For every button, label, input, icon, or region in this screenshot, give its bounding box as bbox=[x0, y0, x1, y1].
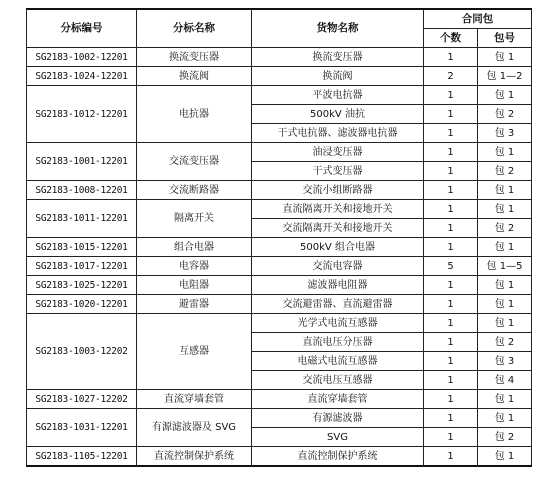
cell-goods: 交流避雷器、直流避雷器 bbox=[252, 295, 424, 314]
cell-count: 1 bbox=[424, 352, 478, 371]
cell-name: 组合电器 bbox=[137, 238, 252, 257]
cell-pkg: 包 4 bbox=[478, 371, 532, 390]
cell-name: 避雷器 bbox=[137, 295, 252, 314]
cell-code: SG2183-1105-12201 bbox=[27, 447, 137, 467]
cell-name: 直流控制保护系统 bbox=[137, 447, 252, 467]
cell-goods: SVG bbox=[252, 428, 424, 447]
cell-goods: 500kV 油抗 bbox=[252, 105, 424, 124]
cell-pkg: 包 1 bbox=[478, 447, 532, 467]
cell-code: SG2183-1020-12201 bbox=[27, 295, 137, 314]
table-row bbox=[27, 200, 532, 219]
cell-pkg: 包 1 bbox=[478, 314, 532, 333]
cell-code: SG2183-1003-12202 bbox=[27, 314, 137, 390]
cell-pkg: 包 3 bbox=[478, 352, 532, 371]
cell-goods: 500kV 组合电器 bbox=[252, 238, 424, 257]
cell-pkg: 包 1 bbox=[478, 48, 532, 67]
cell-count: 1 bbox=[424, 238, 478, 257]
cell-pkg: 包 2 bbox=[478, 105, 532, 124]
cell-count: 1 bbox=[424, 409, 478, 428]
cell-count: 1 bbox=[424, 143, 478, 162]
header-code: 分标编号 bbox=[27, 9, 137, 48]
table-row bbox=[27, 86, 532, 105]
cell-count: 1 bbox=[424, 219, 478, 238]
table-row bbox=[27, 48, 532, 67]
cell-code: SG2183-1008-12201 bbox=[27, 181, 137, 200]
cell-count: 5 bbox=[424, 257, 478, 276]
cell-pkg: 包 1 bbox=[478, 238, 532, 257]
cell-count: 1 bbox=[424, 428, 478, 447]
table-row bbox=[27, 276, 532, 295]
cell-count: 1 bbox=[424, 390, 478, 409]
cell-pkg: 包 2 bbox=[478, 219, 532, 238]
cell-count: 1 bbox=[424, 86, 478, 105]
cell-pkg: 包 1 bbox=[478, 409, 532, 428]
cell-name: 直流穿墙套管 bbox=[137, 390, 252, 409]
cell-count: 1 bbox=[424, 447, 478, 467]
cell-goods: 换流阀 bbox=[252, 67, 424, 86]
cell-count: 1 bbox=[424, 124, 478, 143]
cell-goods: 滤波器电阻器 bbox=[252, 276, 424, 295]
document-page bbox=[26, 8, 532, 467]
cell-pkg: 包 2 bbox=[478, 333, 532, 352]
cell-goods: 交流电压互感器 bbox=[252, 371, 424, 390]
cell-pkg: 包 1 bbox=[478, 295, 532, 314]
table-row bbox=[27, 295, 532, 314]
header-goods: 货物名称 bbox=[252, 9, 424, 48]
contract-package-table bbox=[26, 8, 532, 467]
cell-count: 1 bbox=[424, 105, 478, 124]
cell-code: SG2183-1024-12201 bbox=[27, 67, 137, 86]
cell-goods: 平波电抗器 bbox=[252, 86, 424, 105]
cell-goods: 直流穿墙套管 bbox=[252, 390, 424, 409]
table-row bbox=[27, 409, 532, 428]
cell-pkg: 包 2 bbox=[478, 162, 532, 181]
cell-name: 电阻器 bbox=[137, 276, 252, 295]
cell-goods: 交流隔离开关和接地开关 bbox=[252, 219, 424, 238]
cell-name: 交流断路器 bbox=[137, 181, 252, 200]
cell-code: SG2183-1017-12201 bbox=[27, 257, 137, 276]
table-row bbox=[27, 238, 532, 257]
cell-pkg: 包 1 bbox=[478, 390, 532, 409]
header-pkg: 包号 bbox=[478, 29, 532, 48]
table-row bbox=[27, 447, 532, 467]
cell-code: SG2183-1012-12201 bbox=[27, 86, 137, 143]
cell-pkg: 包 1—5 bbox=[478, 257, 532, 276]
cell-goods: 光学式电流互感器 bbox=[252, 314, 424, 333]
cell-pkg: 包 1 bbox=[478, 181, 532, 200]
cell-goods: 电磁式电流互感器 bbox=[252, 352, 424, 371]
cell-code: SG2183-1025-12201 bbox=[27, 276, 137, 295]
cell-pkg: 包 2 bbox=[478, 428, 532, 447]
cell-count: 1 bbox=[424, 295, 478, 314]
table-header-row bbox=[27, 9, 532, 29]
cell-name: 换流变压器 bbox=[137, 48, 252, 67]
cell-code: SG2183-1015-12201 bbox=[27, 238, 137, 257]
cell-goods: 直流隔离开关和接地开关 bbox=[252, 200, 424, 219]
table-row bbox=[27, 143, 532, 162]
header-contract: 合同包 bbox=[424, 9, 532, 29]
cell-count: 1 bbox=[424, 333, 478, 352]
table-row bbox=[27, 314, 532, 333]
cell-count: 1 bbox=[424, 371, 478, 390]
cell-name: 电容器 bbox=[137, 257, 252, 276]
cell-count: 1 bbox=[424, 48, 478, 67]
cell-pkg: 包 1 bbox=[478, 143, 532, 162]
cell-goods: 直流电压分压器 bbox=[252, 333, 424, 352]
cell-goods: 交流小组断路器 bbox=[252, 181, 424, 200]
cell-count: 1 bbox=[424, 314, 478, 333]
cell-code: SG2183-1027-12202 bbox=[27, 390, 137, 409]
cell-goods: 交流电容器 bbox=[252, 257, 424, 276]
cell-goods: 换流变压器 bbox=[252, 48, 424, 67]
cell-name: 有源滤波器及 SVG bbox=[137, 409, 252, 447]
cell-pkg: 包 1—2 bbox=[478, 67, 532, 86]
cell-name: 交流变压器 bbox=[137, 143, 252, 181]
cell-pkg: 包 1 bbox=[478, 276, 532, 295]
cell-goods: 干式电抗器、滤波器电抗器 bbox=[252, 124, 424, 143]
cell-code: SG2183-1002-12201 bbox=[27, 48, 137, 67]
cell-pkg: 包 1 bbox=[478, 86, 532, 105]
table-row bbox=[27, 181, 532, 200]
cell-name: 换流阀 bbox=[137, 67, 252, 86]
cell-goods: 直流控制保护系统 bbox=[252, 447, 424, 467]
table-row bbox=[27, 390, 532, 409]
header-name: 分标名称 bbox=[137, 9, 252, 48]
table-row bbox=[27, 257, 532, 276]
cell-code: SG2183-1031-12201 bbox=[27, 409, 137, 447]
cell-code: SG2183-1001-12201 bbox=[27, 143, 137, 181]
cell-count: 1 bbox=[424, 162, 478, 181]
cell-name: 互感器 bbox=[137, 314, 252, 390]
cell-count: 1 bbox=[424, 181, 478, 200]
cell-name: 隔离开关 bbox=[137, 200, 252, 238]
cell-pkg: 包 3 bbox=[478, 124, 532, 143]
cell-count: 2 bbox=[424, 67, 478, 86]
cell-name: 电抗器 bbox=[137, 86, 252, 143]
cell-goods: 油浸变压器 bbox=[252, 143, 424, 162]
cell-pkg: 包 1 bbox=[478, 200, 532, 219]
cell-goods: 有源滤波器 bbox=[252, 409, 424, 428]
cell-count: 1 bbox=[424, 276, 478, 295]
table-row bbox=[27, 67, 532, 86]
header-count: 个数 bbox=[424, 29, 478, 48]
cell-code: SG2183-1011-12201 bbox=[27, 200, 137, 238]
cell-goods: 干式变压器 bbox=[252, 162, 424, 181]
cell-count: 1 bbox=[424, 200, 478, 219]
